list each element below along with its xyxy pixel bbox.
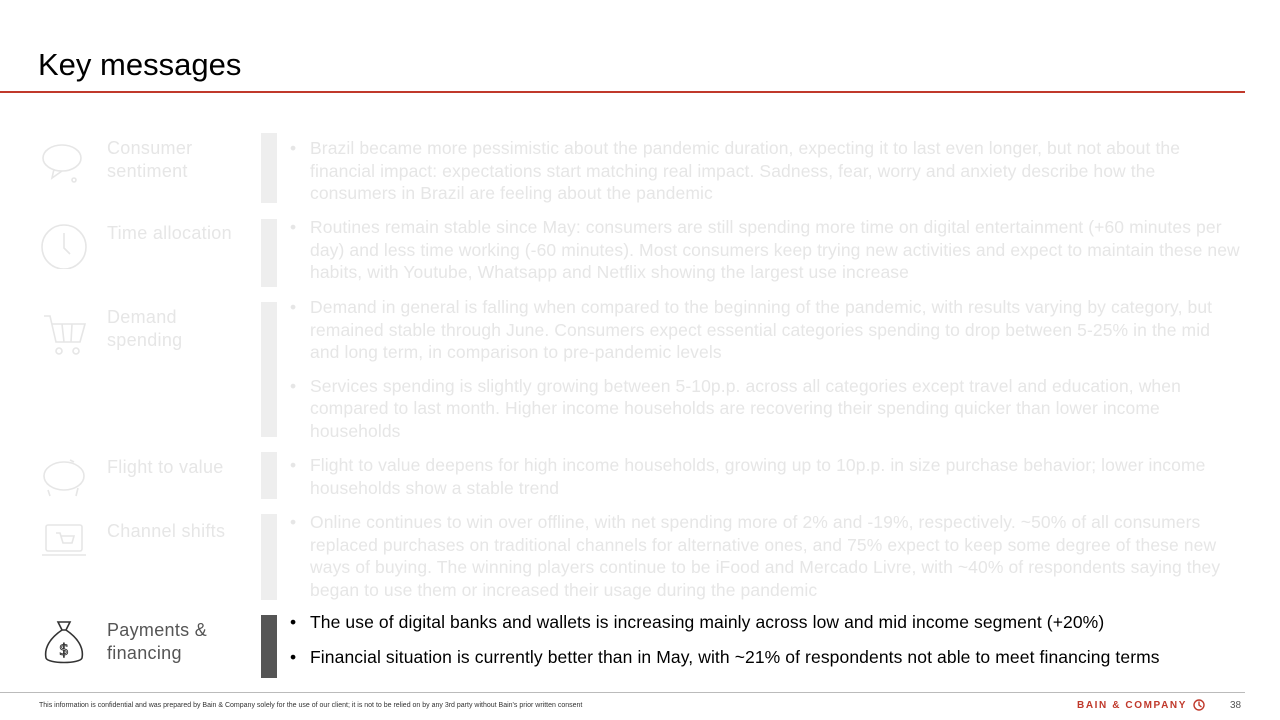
section-bar [261,133,277,203]
svg-text:$: $ [58,640,70,659]
company-logo [1077,699,1205,711]
shopping-cart-icon [40,310,88,358]
bullet-text: • Financial situation is currently better than in May, with ~21% of respondents not able to meet financing terms [290,646,1242,669]
section-demand-spending [0,297,1280,441]
bullet-text: • Brazil became more pessimistic about the pandemic duration, expecting it to last even longer, but not about the financial impact: expectations start matching real impact. Sadness, fear, worry and anxiety describe how the consumers in Brazil are feeling about the pandemic [290,137,1242,205]
footer-divider [0,692,1245,693]
section-bar [261,452,277,499]
bullet-text: • Routines remain stable since May: consumers are still spending more time on digital entertainment (+60 minutes per day) and less time working (-60 minutes). Most consumers keep trying new activities and expect to maintain these new habits, with Youtube, Whatsapp and Netflix showing the largest use increase [290,216,1242,284]
section-time-allocation [0,219,1280,287]
money-bag-icon [40,618,88,666]
section-bar [261,219,277,287]
section-bar [261,615,277,678]
page-title: Key messages [38,47,242,82]
bullet-text: • The use of digital banks and wallets is increasing mainly across low and mid income segment (+20%) [290,611,1242,634]
section-label: Flight to value [107,457,224,477]
speech-bubble-icon [40,138,88,186]
section-bar [261,302,277,437]
bullet-text: • Demand in general is falling when compared to the beginning of the pandemic, with results varying by category, but remained stable through June. Consumers expect essential categories spending to drop between 5-25% in the mid and long term, in comparison to pre-pandemic levels [290,296,1242,364]
page-number: 38 [1230,700,1242,711]
clock-icon [40,221,88,269]
section-label: Payments & financing [107,620,208,663]
logo-mark-icon [1193,699,1205,711]
bullet-text: • Services spending is slightly growing between 5-10p.p. across all categories except travel and education, when compared to last month. Higher income households are recovering their spending quicker than lower income households [290,375,1242,443]
section-bar [261,514,277,600]
section-label: Channel shifts [107,521,226,541]
section-label: Demand spending [107,307,183,350]
bullet-text: • Online continues to win over offline, with net spending more of 2% and -19%, respectively. ~50% of all consumers replaced purchases on traditional channels for alternative ones, and 75% expect to keep some degree of these new ways of buying. The winning players continue to be iFood and Mercado Livre, with ~40% of respondents saying they began to use them or increased their usage during the pandemic [290,511,1242,601]
section-channel-shifts [0,514,1280,600]
section-label: Consumer sentiment [107,138,193,181]
section-consumer-sentiment [0,133,1280,203]
title-divider [0,91,1245,93]
piggy-bank-icon [40,452,88,500]
laptop-cart-icon [40,517,88,565]
confidentiality-disclaimer: This information is confidential and was prepared by Bain & Company solely for the use of our client; it is not to be relied on by any 3rd party without Bain's prior written consent [39,702,583,709]
section-flight-to-value [0,452,1280,499]
section-label: Time allocation [107,223,232,243]
logo-text: BAIN & COMPANY [1077,699,1187,711]
section-payments-financing [0,612,1280,678]
bullet-text: • Flight to value deepens for high income households, growing up to 10p.p. in size purchase behavior; lower income households show a stable trend [290,454,1242,499]
